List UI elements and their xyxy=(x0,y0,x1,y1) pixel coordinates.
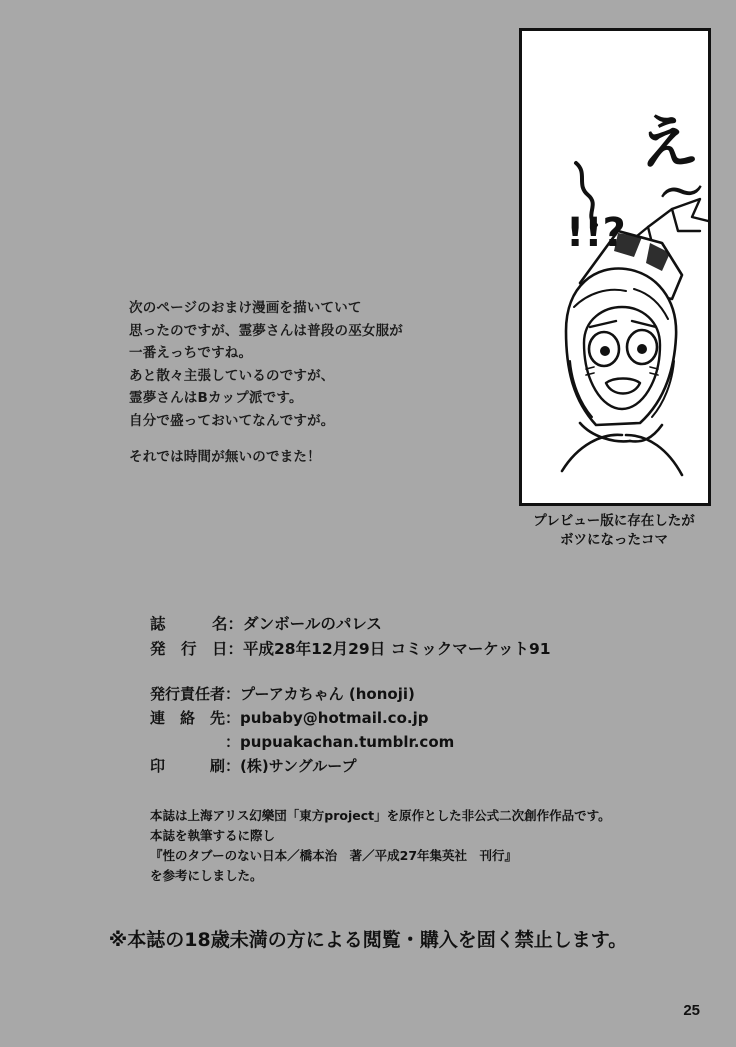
colophon-publisher-row: 発行責任者：プーアカちゃん (honoji) xyxy=(150,685,415,703)
svg-text:え: え xyxy=(634,105,702,181)
panel-caption-line: プレビュー版に存在したが xyxy=(533,513,695,529)
colophon-email-row: 連 絡 先：pubaby@hotmail.co.jp xyxy=(150,709,429,727)
note-line: 本誌は上海アリス幻樂団「東方project」を原作とした非公式二次創作作品です。 xyxy=(150,808,611,823)
svg-text:～: ～ xyxy=(656,165,708,222)
colophon-url-row: ：pupuakachan.tumblr.com xyxy=(150,733,455,751)
note-line: 『性のタブーのない日本／橋本治 著／平成27年集英社 刊行』 xyxy=(150,848,518,863)
panel-caption xyxy=(494,512,734,550)
colophon-printer-row: 印 刷：(株)サングループ xyxy=(150,757,357,775)
age-restriction-warning: ※本誌の18歳未満の方による閲覧・購入を固く禁止します。 xyxy=(108,929,628,951)
afterword-text xyxy=(129,297,509,469)
colophon-title-row: 誌 名：ダンボールのパレス xyxy=(150,615,382,633)
svg-text:!!?: !!? xyxy=(566,210,626,256)
afterword-line: 思ったのですが、霊夢さんは普段の巫女服が xyxy=(129,322,403,339)
panel-artwork xyxy=(522,31,708,503)
cut-panel-image xyxy=(519,28,711,506)
afterword-spacer xyxy=(129,432,509,446)
sfx-small-text xyxy=(566,210,626,256)
colophon xyxy=(150,612,620,778)
afterword-line: 次のページのおまけ漫画を描いていて xyxy=(129,300,362,316)
afterword-closing: それでは時間が無いのでまた！ xyxy=(129,449,321,465)
page-number: 25 xyxy=(683,1002,700,1019)
afterword-line: 一番えっちですね。 xyxy=(129,345,253,361)
panel-caption-line: ボツになったコマ xyxy=(560,532,668,548)
colophon-date-row: 発 行 日：平成28年12月29日 コミックマーケット91 xyxy=(150,640,551,658)
afterword-line: 自分で盛っておいてなんですが。 xyxy=(129,412,335,429)
note-line: を参考にしました。 xyxy=(150,868,263,883)
afterword-line: あと散々主張しているのですが、 xyxy=(129,367,335,384)
disclaimer-notes xyxy=(150,806,620,886)
afterword-line: 霊夢さんはBカップ派です。 xyxy=(129,390,303,406)
note-line: 本誌を執筆するに際し xyxy=(150,828,276,843)
colophon-contact-group xyxy=(150,682,620,778)
